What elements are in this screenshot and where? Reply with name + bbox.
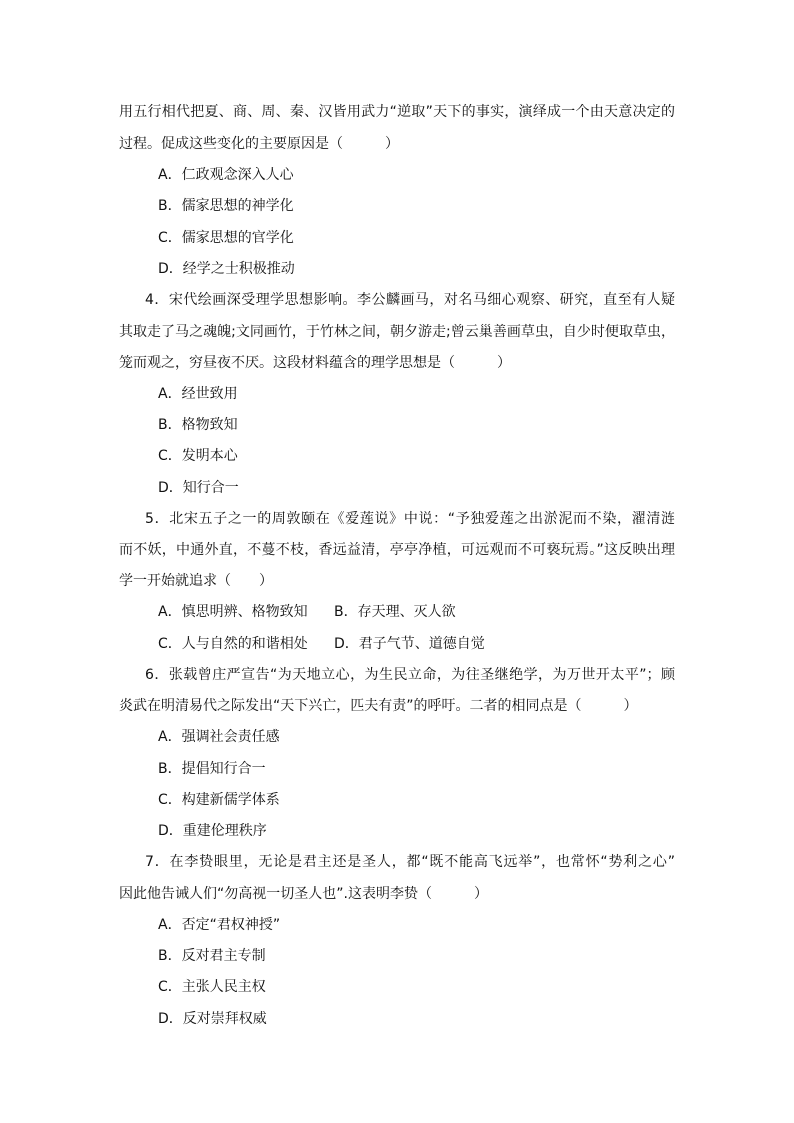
q5-stem-line-3: 学一开始就追求（ ） xyxy=(119,573,273,589)
q6-option-d: D．重建伦理秩序 xyxy=(158,823,267,839)
intro-option-c: C．儒家思想的官学化 xyxy=(158,230,294,246)
q6-option-b: B．提倡知行合一 xyxy=(158,761,266,777)
q4-option-c: C．发明本心 xyxy=(158,448,238,464)
intro-option-d: D．经学之士积极推动 xyxy=(158,261,295,277)
q7-option-a: A．否定“君权神授” xyxy=(158,917,281,933)
intro-option-b: B．儒家思想的神学化 xyxy=(158,198,294,214)
q5-option-d: D．君子气节、道德自觉 xyxy=(334,636,485,652)
q7-option-c: C．主张人民主权 xyxy=(158,979,266,995)
q6-stem-line-1: 6．张载曾庄严宣告“为天地立心，为生民立命，为往圣继绝学，为万世开太平”；顾 xyxy=(145,667,675,683)
q5-stem-line-1: 5．北宋五子之一的周敦颐在《爱莲说》中说：“予独爱莲之出淤泥而不染，濯清涟 xyxy=(145,511,675,527)
intro-stem-line-2: 过程。促成这些变化的主要原因是（ ） xyxy=(119,136,399,152)
q7-option-d: D．反对崇拜权威 xyxy=(158,1011,267,1027)
q6-stem-line-2: 炎武在明清易代之际发出“天下兴亡，匹夫有责”的呼吁。二者的相同点是（ ） xyxy=(119,698,638,714)
q4-option-b: B．格物致知 xyxy=(158,417,238,433)
q7-option-b: B．反对君主专制 xyxy=(158,948,266,964)
q4-option-a: A．经世致用 xyxy=(158,386,238,402)
q7-stem-line-2: 因此他告诫人们“勿高视一切圣人也”.这表明李贽（ ） xyxy=(119,886,488,902)
q4-stem-line-1: 4．宋代绘画深受理学思想影响。李公麟画马，对名马细心观察、研究，直至有人疑 xyxy=(145,292,675,308)
q5-option-b: B．存天理、灭人欲 xyxy=(334,604,456,620)
q7-stem-line-1: 7．在李贽眼里，无论是君主还是圣人，都“既不能高飞远举”，也常怀“势利之心” xyxy=(145,854,675,870)
q5-option-a: A．慎思明辨、格物致知 xyxy=(158,604,308,620)
q6-option-a: A．强调社会责任感 xyxy=(158,729,280,745)
q6-option-c: C．构建新儒学体系 xyxy=(158,792,280,808)
q5-stem-line-2: 而不妖，中通外直，不蔓不枝，香远益清，亭亭净植，可远观而不可亵玩焉。”这反映出理 xyxy=(119,542,675,558)
q5-option-c: C．人与自然的和谐相处 xyxy=(158,636,308,652)
q4-stem-line-2: 其取走了马之魂魄;文同画竹，于竹林之间，朝夕游走;曾云巢善画草虫，自少时便取草虫， xyxy=(119,324,675,340)
intro-option-a: A．仁政观念深入人心 xyxy=(158,167,294,183)
q4-option-d: D．知行合一 xyxy=(158,480,239,496)
q4-stem-line-3: 笼而观之，穷昼夜不厌。这段材料蕴含的理学思想是（ ） xyxy=(119,355,511,371)
intro-stem-line-1: 用五行相代把夏、商、周、秦、汉皆用武力“逆取”天下的事实，演绎成一个由天意决定的 xyxy=(119,104,675,120)
